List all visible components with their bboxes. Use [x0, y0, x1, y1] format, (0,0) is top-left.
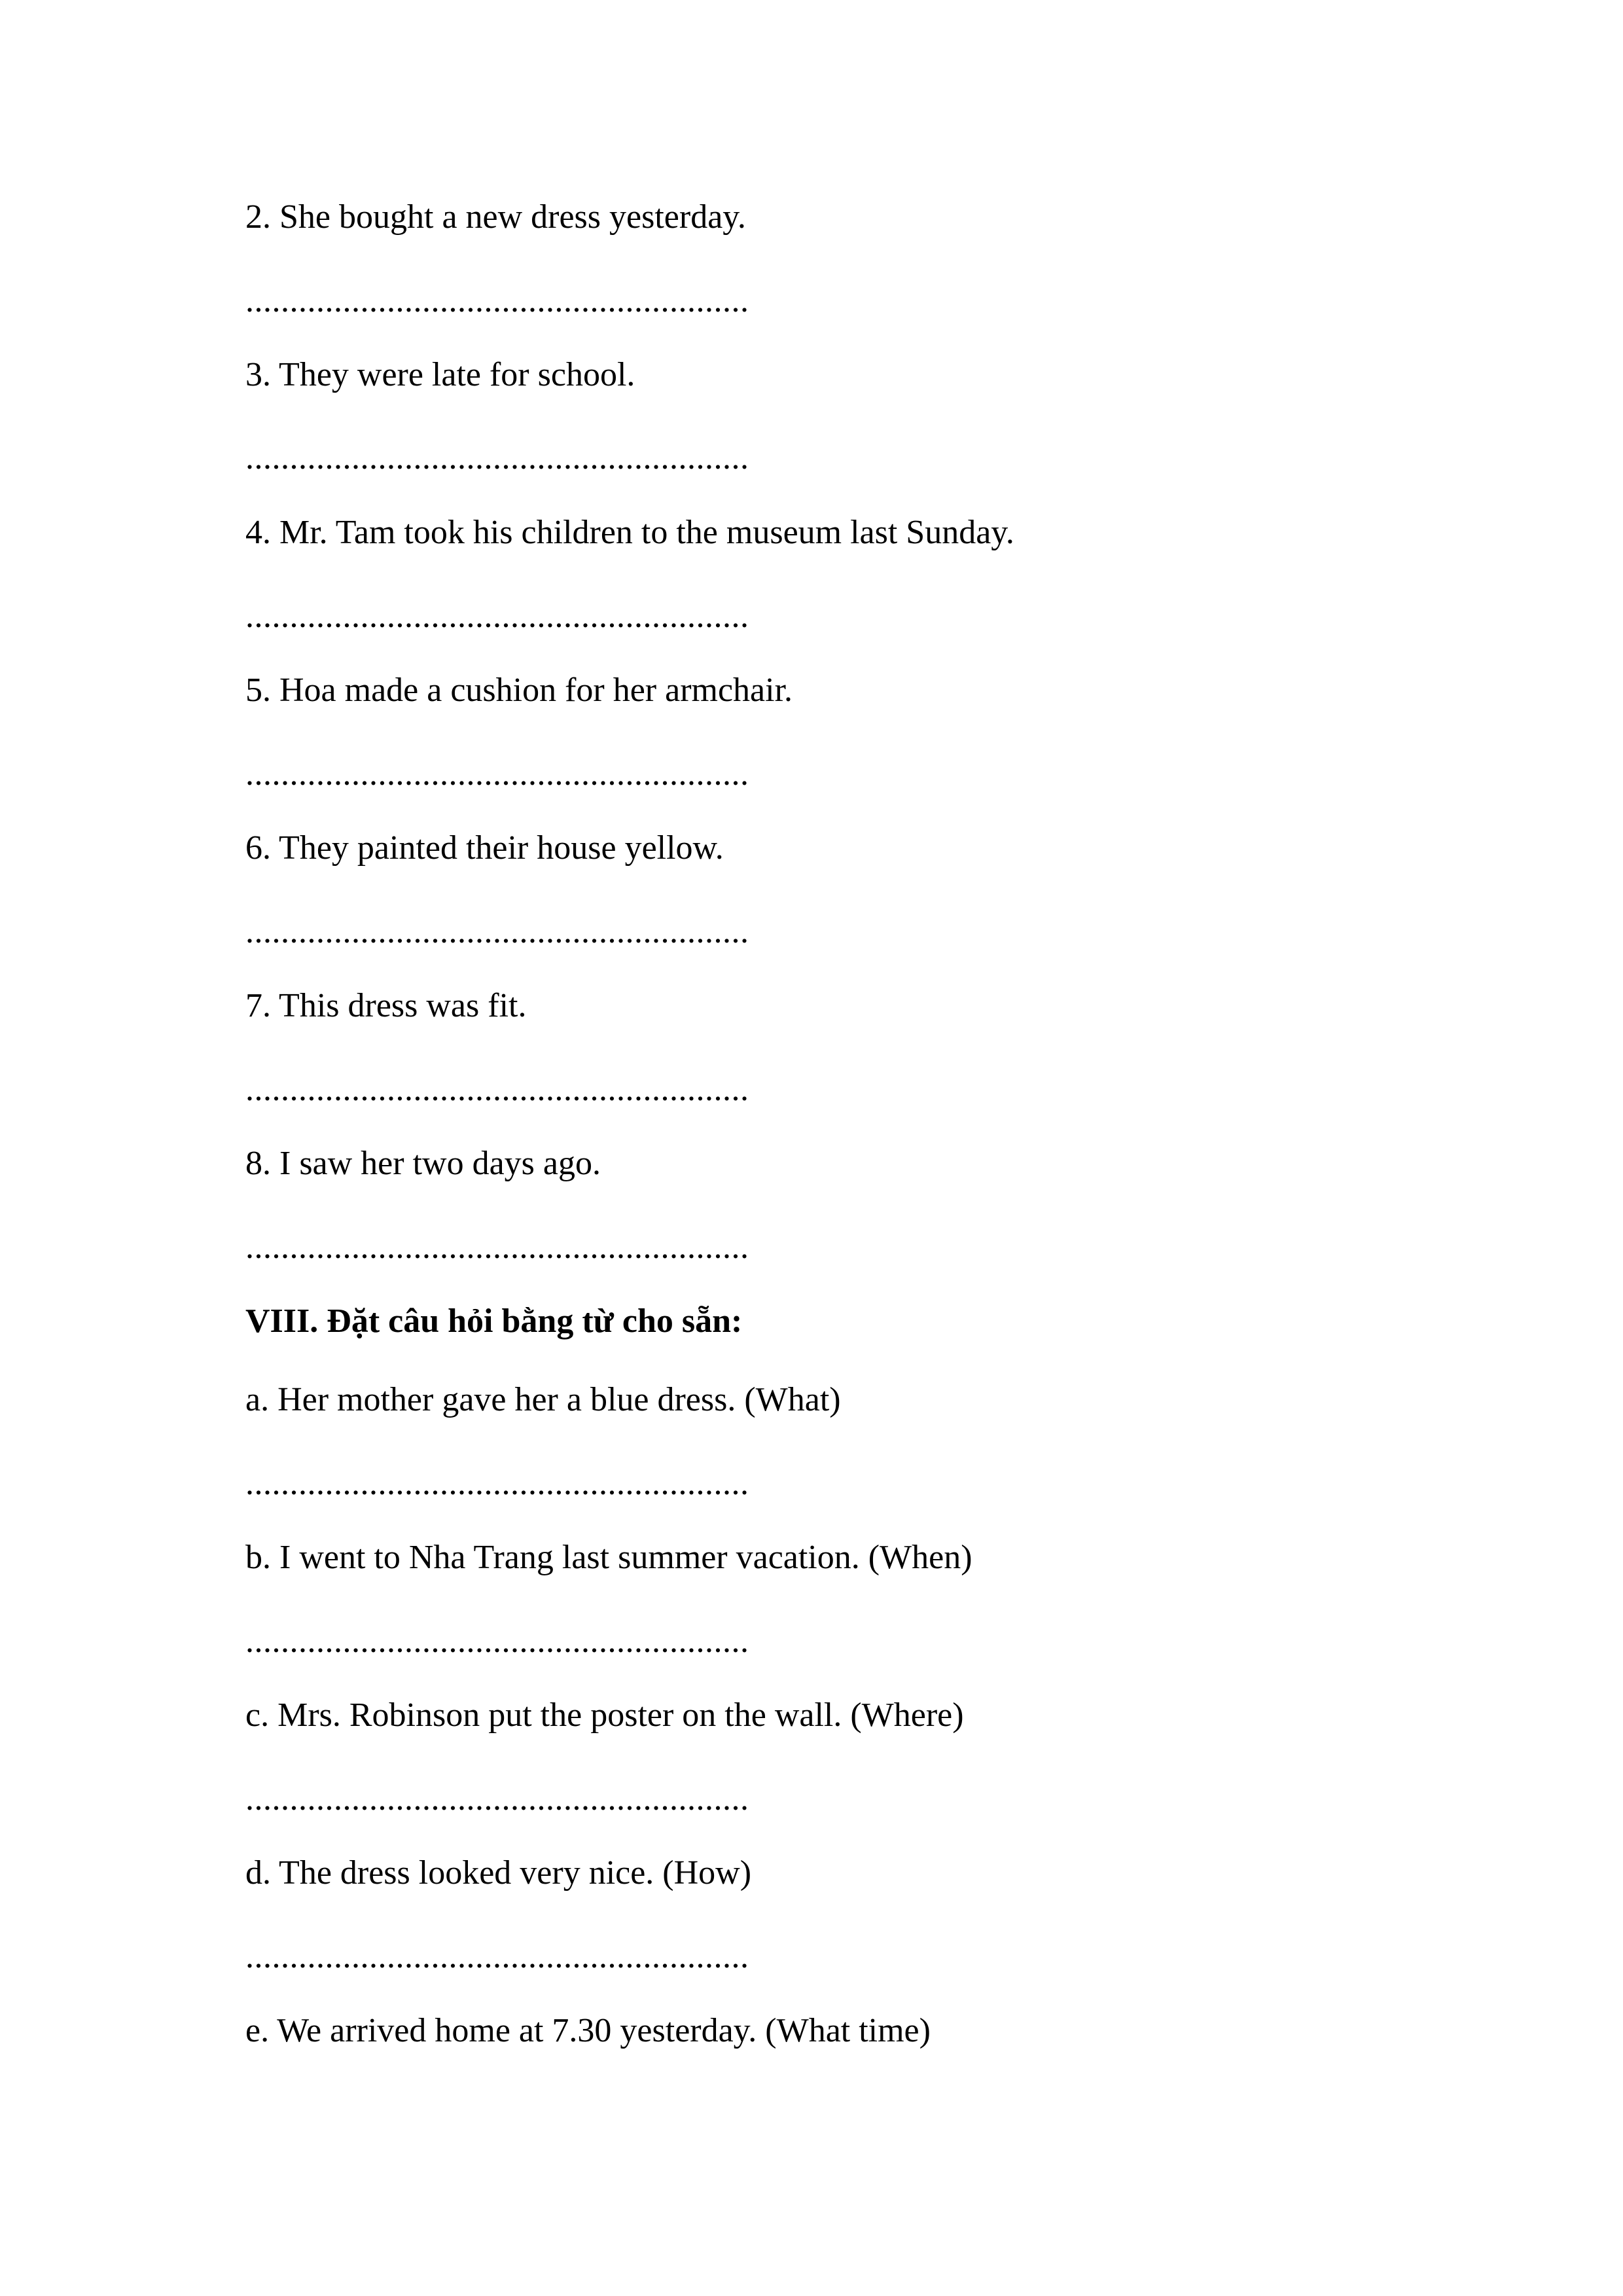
exercise-sentence: 4. Mr. Tam took his children to the museum last Sunday.	[245, 514, 1014, 551]
exercise-sentence: b. I went to Nha Trang last summer vacation. (When)	[245, 1539, 972, 1576]
answer-blank[interactable]: .........................................................	[245, 1071, 749, 1108]
section-heading: VIII. Đặt câu hỏi bằng từ cho sẵn:	[245, 1302, 743, 1340]
exercise-sentence: 2. She bought a new dress yesterday.	[245, 198, 746, 236]
answer-blank[interactable]: .........................................................	[245, 439, 749, 476]
exercise-sentence: c. Mrs. Robinson put the poster on the wall. (Where)	[245, 1696, 964, 1734]
answer-blank[interactable]: .........................................................	[245, 598, 749, 635]
exercise-sentence: d. The dress looked very nice. (How)	[245, 1854, 752, 1892]
exercise-sentence: 6. They painted their house yellow.	[245, 829, 724, 867]
exercise-sentence: 3. They were late for school.	[245, 356, 635, 393]
answer-blank[interactable]: .........................................................	[245, 755, 749, 793]
exercise-sentence: 8. I saw her two days ago.	[245, 1145, 601, 1182]
exercise-sentence: a. Her mother gave her a blue dress. (What)	[245, 1381, 841, 1418]
exercise-sentence: 5. Hoa made a cushion for her armchair.	[245, 672, 793, 709]
answer-blank[interactable]: .........................................................	[245, 1465, 749, 1502]
answer-blank[interactable]: .........................................................	[245, 1780, 749, 1818]
exercise-sentence: 7. This dress was fit.	[245, 987, 527, 1024]
answer-blank[interactable]: .........................................................	[245, 282, 749, 319]
answer-blank[interactable]: .........................................................	[245, 913, 749, 950]
answer-blank[interactable]: .........................................................	[245, 1229, 749, 1266]
answer-blank[interactable]: .........................................................	[245, 1938, 749, 1975]
exercise-sentence: e. We arrived home at 7.30 yesterday. (What time)	[245, 2012, 931, 2049]
answer-blank[interactable]: .........................................................	[245, 1623, 749, 1660]
